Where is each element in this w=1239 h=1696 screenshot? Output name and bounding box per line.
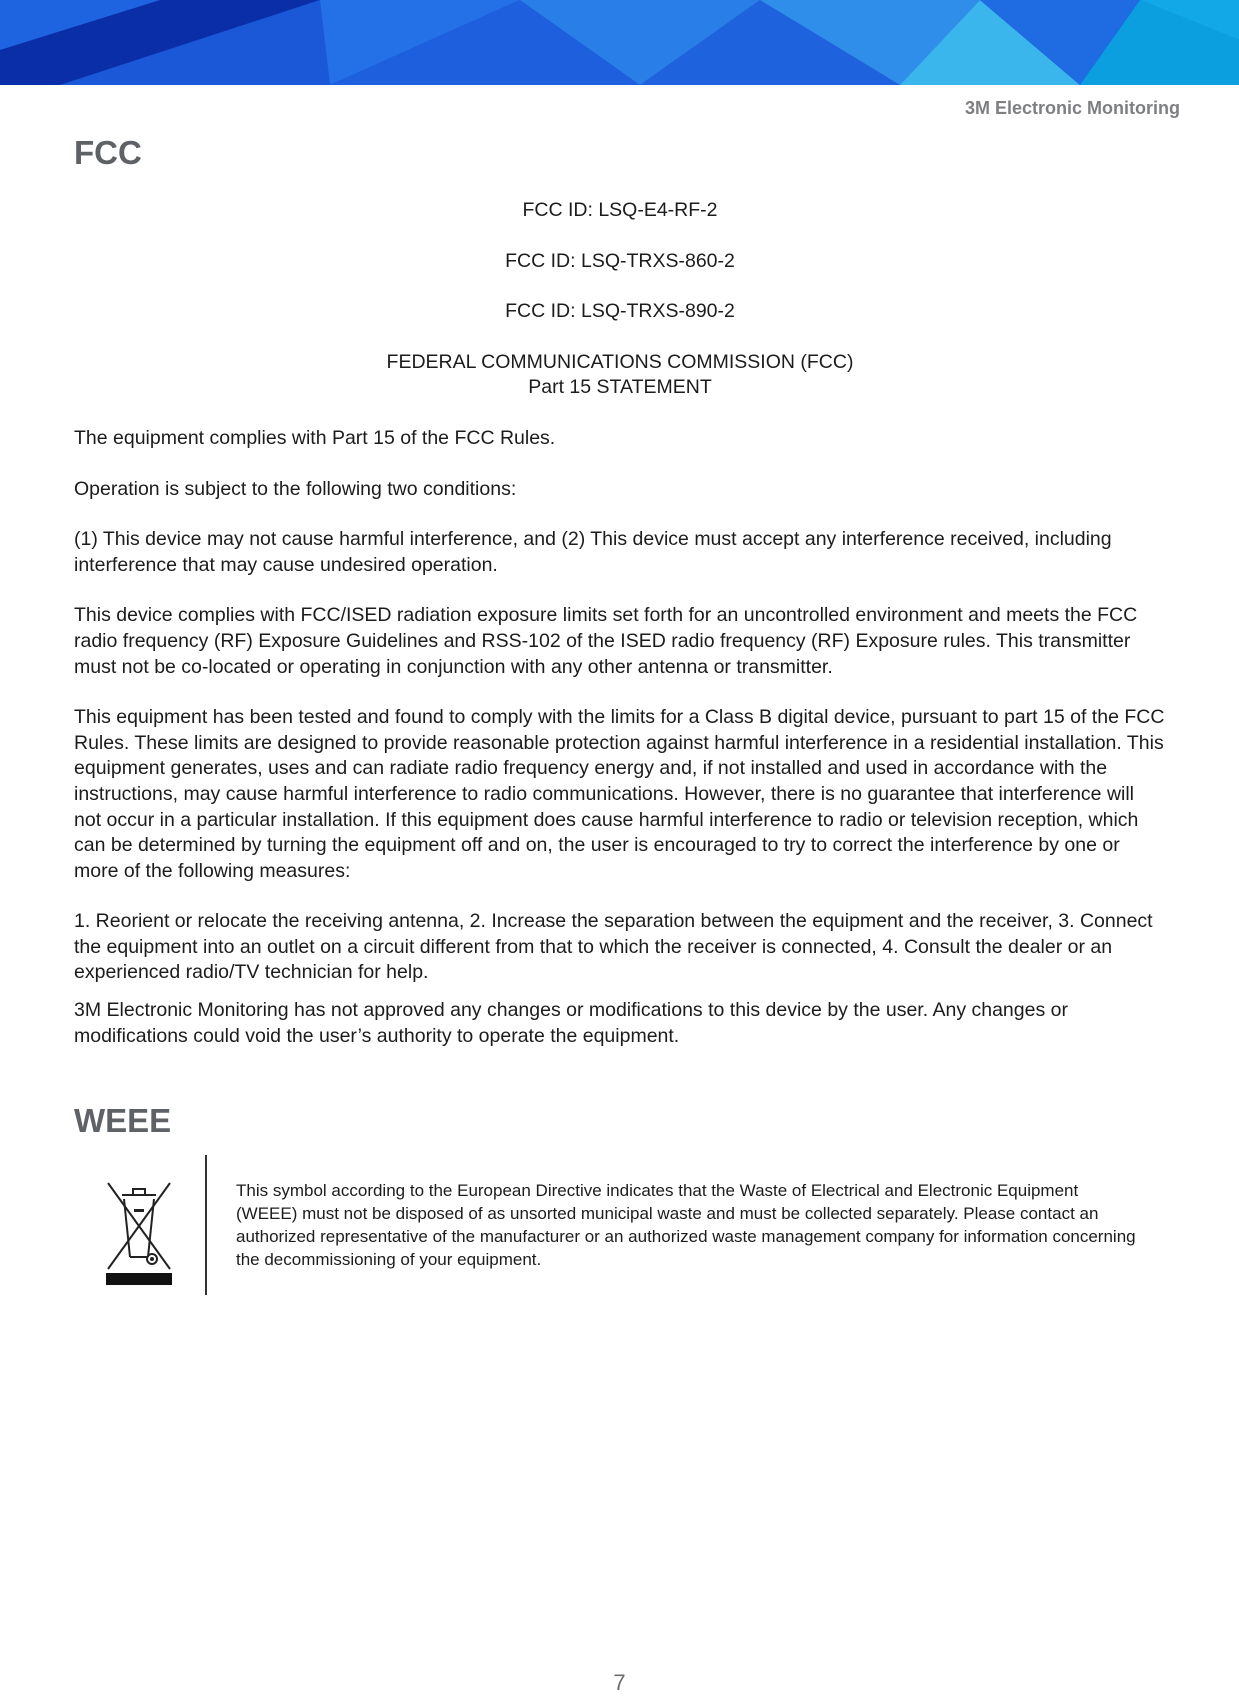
fcc-section: [74, 198, 1166, 1074]
fcc-paragraph: This device complies with FCC/ISED radiation exposure limits set forth for an uncontrolled environment and meets the FCC radio frequency (RF) Exposure Guidelines and RSS-102 of the ISED radio frequency (RF) Exposure rules. This transmitter must not be co-located or operating in conjunction with any other antenna or transmitter.: [74, 604, 1138, 678]
brand-label: 3M Electronic Monitoring: [964, 98, 1180, 118]
fcc-heading: FCC: [74, 134, 142, 171]
weee-section: [74, 1155, 1174, 1295]
fcc-statement-title: [74, 350, 1166, 401]
fcc-id-1: FCC ID: LSQ-E4-RF-2: [522, 199, 718, 221]
weee-heading: WEEE: [74, 1102, 172, 1139]
fcc-paragraph: The equipment complies with Part 15 of the FCC Rules.: [74, 426, 556, 449]
fcc-id-2: FCC ID: LSQ-TRXS-860-2: [505, 249, 735, 272]
fcc-id-3: FCC ID: LSQ-TRXS-890-2: [505, 300, 735, 323]
fcc-paragraph: 1. Reorient or relocate the receiving antenna, 2. Increase the separation between the equipment and the receiver, 3. Connect the equipment into an outlet on a circuit different from that to which the receiver is connected, 4. Consult the dealer or an experienced radio/TV technician for help.: [74, 910, 1153, 984]
banner-graphic: [0, 0, 1239, 85]
crossed-out-wheeled-bin-icon: [104, 1175, 174, 1285]
fcc-paragraph: 3M Electronic Monitoring has not approved any changes or modifications to this device by the user. Any changes or modifications could void the user’s authority to operate the equipment.: [74, 999, 1068, 1047]
fcc-statement-title-line1: FEDERAL COMMUNICATIONS COMMISSION (FCC): [386, 350, 854, 373]
fcc-paragraph: (1) This device may not cause harmful interference, and (2) This device must accept any interference received, including interference that may cause undesired operation.: [74, 528, 1112, 576]
weee-text: This symbol according to the European Directive indicates that the Waste of Electrical and Electronic Equipment (WEEE) must not be disposed of as unsorted municipal waste and must be collected separately. Please contact an authorized representative of the manufacturer or an authorized waste management company for information concerning the decommissioning of your equipment.: [236, 1181, 1136, 1269]
fcc-paragraph: This equipment has been tested and found to comply with the limits for a Class B digital device, pursuant to part 15 of the FCC Rules. These limits are designed to provide reasonable protection against harmful interference in a residential installation. This equipment generates, uses and can radiate radio frequency energy and, if not installed and used in accordance with the instructions, may cause harmful interference to radio communications. However, there is no guarantee that interference will not occur in a particular installation. If this equipment does cause harmful interference to radio or television reception, which can be determined by turning the equipment off and on, the user is encouraged to try to correct the interference by one or more of the following measures:: [74, 706, 1165, 882]
weee-divider: [205, 1155, 207, 1295]
fcc-paragraph: Operation is subject to the following two conditions:: [74, 477, 517, 500]
fcc-statement-title-line2: Part 15 STATEMENT: [528, 376, 712, 399]
header-banner: [0, 0, 1239, 85]
page-number: 7: [613, 1670, 626, 1695]
